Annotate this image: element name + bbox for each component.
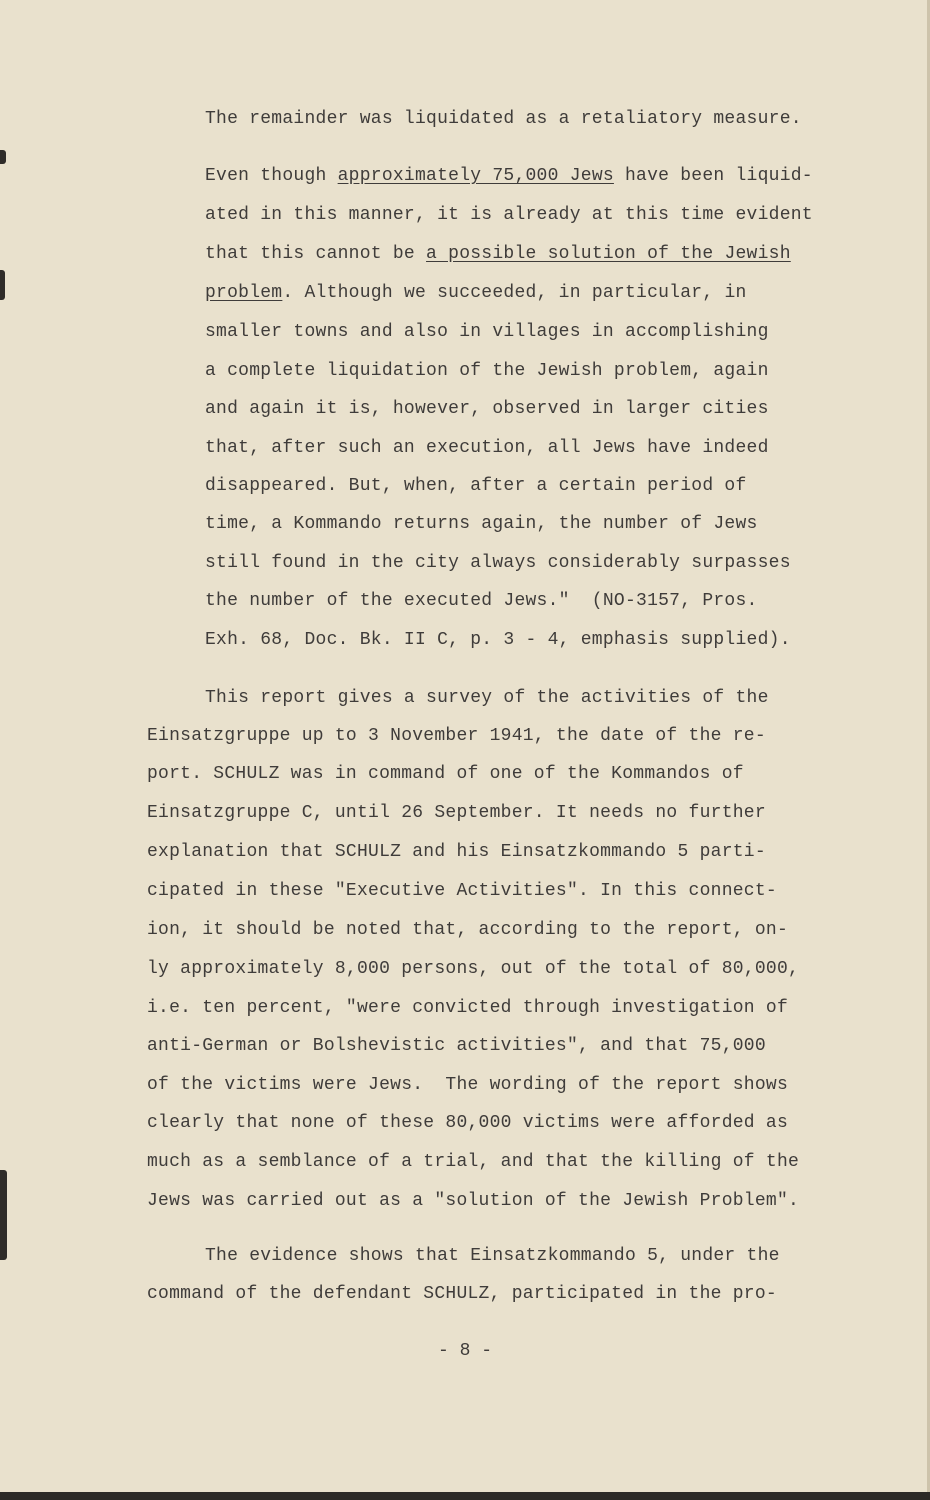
- page-number: - 8 -: [437, 1341, 492, 1361]
- text-line: of the victims were Jews. The wording of the report shows: [147, 1075, 789, 1095]
- text-line: [205, 243, 791, 265]
- underlined-emphasis: approximately 75,000 Jews: [337, 166, 614, 186]
- text-line: a complete liquidation of the Jewish problem, again: [205, 361, 769, 381]
- text-line: command of the defendant SCHULZ, participated in the pro-: [147, 1284, 777, 1304]
- text-line: anti-German or Bolshevistic activities", and that 75,000: [147, 1036, 766, 1056]
- text-line: [205, 282, 747, 304]
- text-line: This report gives a survey of the activities of the: [205, 688, 769, 708]
- scan-bottom-border: [0, 1492, 930, 1500]
- text-line: The remainder was liquidated as a retaliatory measure.: [205, 109, 802, 129]
- text-line: explanation that SCHULZ and his Einsatzkommando 5 parti-: [147, 842, 766, 862]
- text-line: clearly that none of these 80,000 victims were afforded as: [147, 1113, 789, 1133]
- binding-hole-mark: [0, 270, 5, 300]
- binding-hole-mark: [0, 1170, 7, 1260]
- binding-hole-mark: [0, 150, 6, 164]
- text-line: and again it is, however, observed in larger cities: [205, 399, 769, 419]
- text-line: Jews was carried out as a "solution of the Jewish Problem".: [147, 1191, 800, 1211]
- text-line: smaller towns and also in villages in accomplishing: [205, 322, 769, 342]
- text-span: Even though: [205, 166, 338, 186]
- text-line: cipated in these "Executive Activities". In this connect-: [147, 881, 777, 901]
- text-line: i.e. ten percent, "were convicted through investigation of: [147, 998, 789, 1018]
- text-span: . Although we succeeded, in particular, in: [282, 283, 747, 303]
- text-line: port. SCHULZ was in command of one of the Kommandos of: [147, 764, 744, 784]
- text-line: Einsatzgruppe C, until 26 September. It needs no further: [147, 803, 766, 823]
- text-span: have been liquid-: [613, 166, 813, 186]
- text-line: much as a semblance of a trial, and that the killing of the: [147, 1152, 800, 1172]
- text-line: ated in this manner, it is already at this time evident: [205, 205, 813, 225]
- text-line: ion, it should be noted that, according to the report, on-: [147, 920, 789, 940]
- text-line: disappeared. But, when, after a certain period of: [205, 476, 747, 496]
- text-line: Einsatzgruppe up to 3 November 1941, the date of the re-: [147, 726, 766, 746]
- text-line: ly approximately 8,000 persons, out of the total of 80,000,: [147, 959, 800, 979]
- text-line: that, after such an execution, all Jews have indeed: [205, 438, 769, 458]
- text-line: still found in the city always considerably surpasses: [205, 553, 791, 573]
- text-line: time, a Kommando returns again, the number of Jews: [205, 514, 758, 534]
- text-line: The evidence shows that Einsatzkommando 5, under the: [205, 1246, 780, 1266]
- text-line: Exh. 68, Doc. Bk. II C, p. 3 - 4, emphasis supplied).: [205, 630, 791, 650]
- text-line: the number of the executed Jews." (NO-3157, Pros.: [205, 591, 758, 611]
- underlined-emphasis: problem: [205, 283, 283, 303]
- underlined-emphasis: a possible solution of the Jewish: [426, 244, 791, 264]
- text-span: that this cannot be: [205, 244, 427, 264]
- text-line: [205, 165, 813, 187]
